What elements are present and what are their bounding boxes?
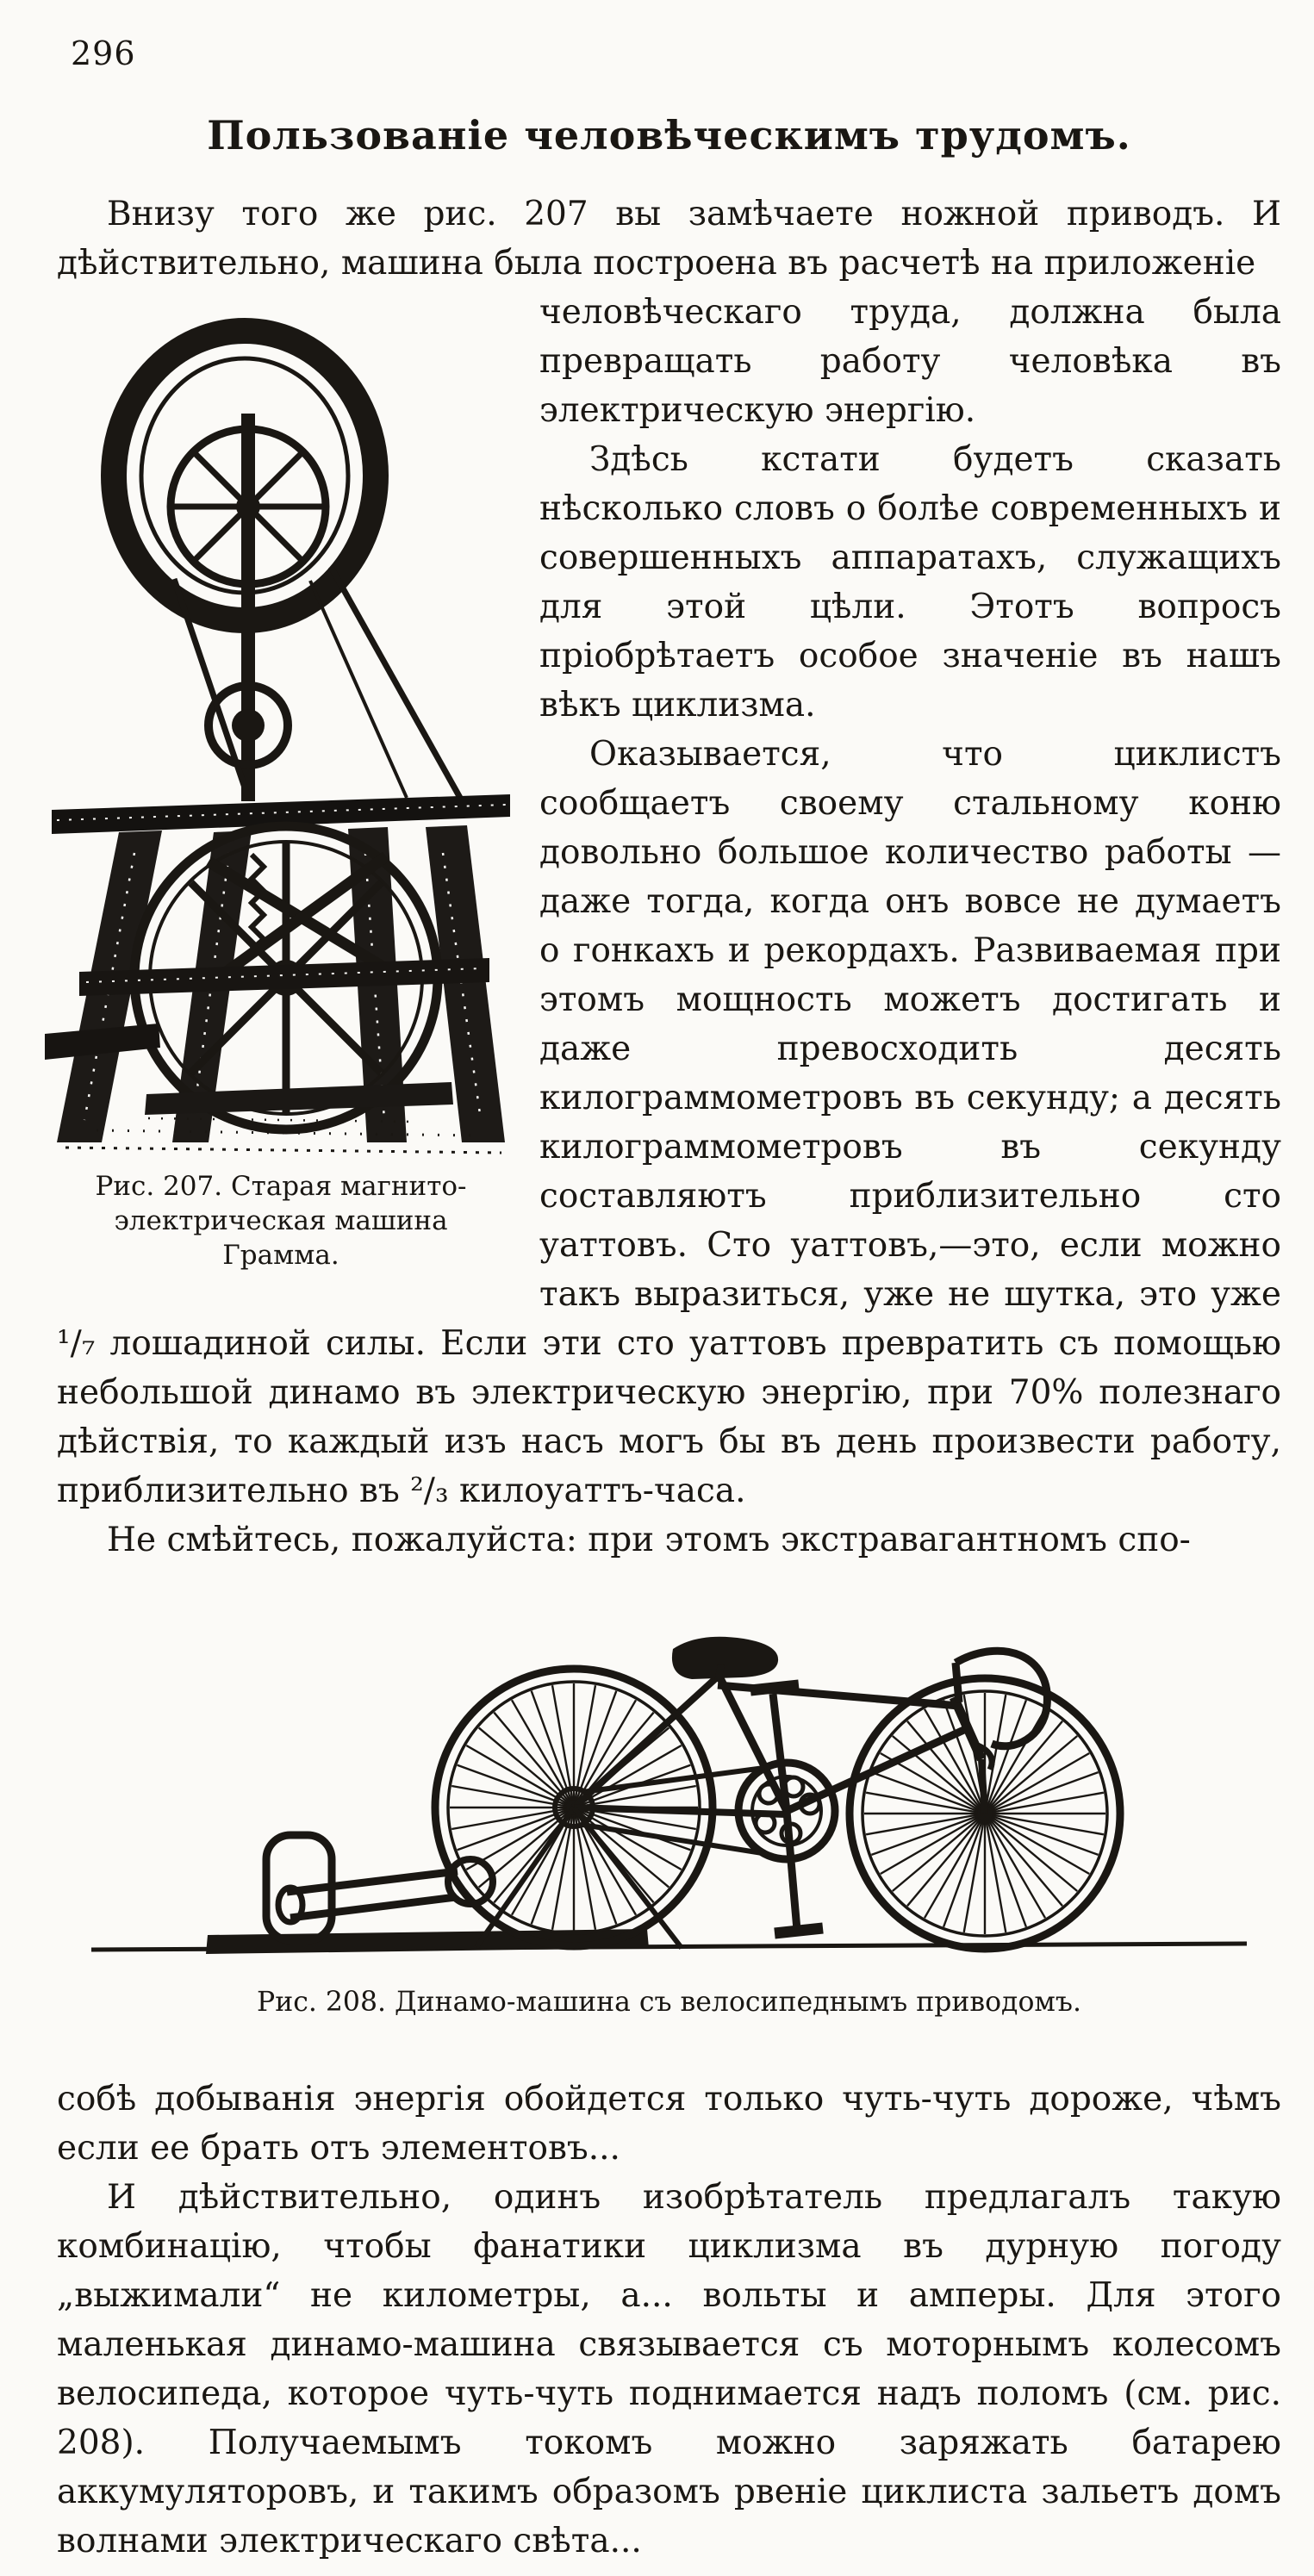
paragraph-cyclist-power: Оказывается, что циклистъ сообщаетъ своему стальному коню довольно большое количество работы — даже тогда, когда онъ вовсе не думаетъ о гонкахъ и рекордахъ. Развиваемая при этомъ мощность можетъ достигать и даже превосходить десять килограммометровъ въ секунду; а десять килограммометровъ въ секунду составляютъ приблизительно сто уаттовъ. Сто уаттовъ,—это, если можно такъ выразиться, уже не шутка, это уже ¹/₇ лошадиной силы. Если эти сто уаттовъ превратить съ помощью небольшой динамо въ электрическую энергію, при 70% полезнаго дѣйствія, то каждый изъ насъ могъ бы въ день произвести работу, приблизительно въ ²/₃ килоуаттъ-часа. xyxy=(57,735,1281,1510)
page-title: Пользованіе человѣческимъ трудомъ. xyxy=(207,112,1131,159)
saddle xyxy=(671,1637,777,1682)
paragraph-cycling-intro: Здѣсь кстати будетъ сказать нѣсколько словъ о болѣе современныхъ и совершенныхъ аппаратахъ, служащихъ для этой цѣли. Этотъ вопросъ пріобрѣтаетъ особое значеніе въ нашъ вѣкъ циклизма. xyxy=(539,440,1281,725)
paragraph-energy-cost: собѣ добыванія энергія обойдется только чуть-чуть дороже, чѣмъ если ее брать отъ элементовъ... xyxy=(57,2080,1281,2168)
text-flow-with-figure xyxy=(57,288,1281,1565)
gramme-machine-illustration xyxy=(45,293,517,1159)
figure-208 xyxy=(57,1620,1281,2019)
bicycle-dynamo-illustration xyxy=(78,1620,1261,1963)
ground-speckle xyxy=(65,1118,501,1153)
paragraph-dont-laugh: Не смѣйтесь, пожалуйста: при этомъ экстравагантномъ спо- xyxy=(107,1521,1191,1559)
figure-208-caption: Рис. 208. Динамо-машина съ велосипеднымъ приводомъ. xyxy=(257,1987,1081,2018)
intro-paragraph: Внизу того же рис. 207 вы замѣчаете ножной приводъ. И дѣйствительно, машина была построена въ расчетѣ на приложеніе xyxy=(57,195,1281,283)
intro-continuation: человѣческаго труда, должна была превращать работу человѣка въ электрическую энергію. xyxy=(539,293,1281,430)
figure-207 xyxy=(45,293,517,1272)
figure-207-caption: Рис. 207. Старая магнито-электрическая машина Грамма. xyxy=(95,1171,467,1271)
handlebars xyxy=(956,1651,1047,1770)
page-number: 296 xyxy=(71,34,136,72)
paragraph-inventor-combination: И дѣйствительно, одинъ изобрѣтатель предлагалъ такую комбинацію, чтобы фанатики циклизма въ дурную погоду „выжимали“ не километры, а... вольты и амперы. Для этого маленькая динамо-машина связывается съ моторнымъ колесомъ велосипеда, которое чуть-чуть поднимается надъ поломъ (см. рис. 208). Получаемымъ токомъ можно заряжать батарею аккумуляторовъ, и такимъ образомъ рвеніе циклиста зальетъ домъ волнами электрическаго свѣта... xyxy=(57,2178,1281,2560)
